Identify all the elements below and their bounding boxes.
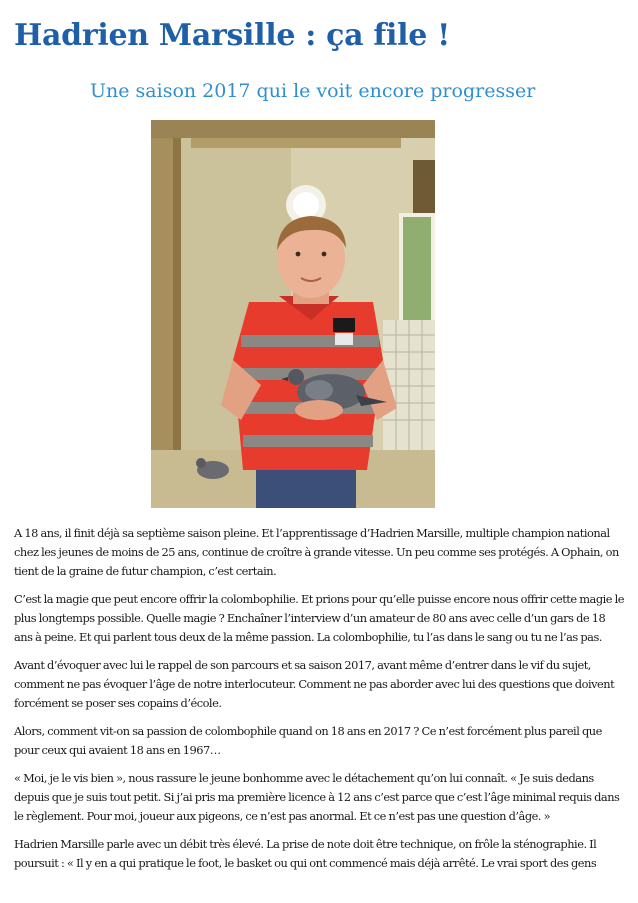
article-paragraph: « Moi, je le vis bien », nous rassure le jeune bonhomme avec le détachement qu’on lui connaît. « Je suis dedans depuis que je suis tout petit. Si j’ai pris ma première licence à 12 ans c’est parce que c’est l’âge minimal requis dans le règlement. Pour moi, joueur aux pigeons, ce n’est pas anormal. Et ce n’est pas une question d’âge. » [14, 771, 620, 823]
article-photo [151, 120, 435, 508]
article-title: Hadrien Marsille : ça file ! [14, 18, 451, 53]
article-subtitle: Une saison 2017 qui le voit encore progresser [90, 80, 536, 102]
article-paragraph: Hadrien Marsille parle avec un débit très élevé. La prise de note doit être technique, on frôle la sténographie. Il poursuit : « Il y en a qui pratique le foot, le basket ou qui ont commencé mais déjà arrêté. Le vrai sport des gens [14, 837, 597, 870]
article-paragraph: Alors, comment vit-on sa passion de colombophile quand on 18 ans en 2017 ? Ce n’est forcément plus pareil que pour ceux qui avaient 18 ans en 1967… [14, 724, 602, 757]
article-paragraph: C’est la magie que peut encore offrir la colombophilie. Et prions pour qu’elle puisse encore nous offrir cette magie le plus longtemps possible. Quelle magie ? Enchaîner l’interview d’un amateur de 80 ans avec celle d’un gars de 18 ans à peine. Et qui parlent tous deux de la même passion. La colombophilie, tu l’as dans le sang ou tu ne l’as pas. [14, 592, 624, 644]
article-body [14, 524, 626, 882]
article-paragraph: Avant d’évoquer avec lui le rappel de son parcours et sa saison 2017, avant même d’entrer dans le vif du sujet, comment ne pas évoquer l’âge de notre interlocuteur. Comment ne pas aborder avec lui des questions que doivent forcément se poser ses copains d’école. [14, 658, 615, 710]
article-paragraph: A 18 ans, il finit déjà sa septième saison pleine. Et l’apprentissage d’Hadrien Marsille, multiple champion national chez les jeunes de moins de 25 ans, continue de croître à grande vitesse. Un peu comme ses protégés. A Ophain, on tient de la graine de futur champion, c’est certain. [14, 526, 619, 578]
